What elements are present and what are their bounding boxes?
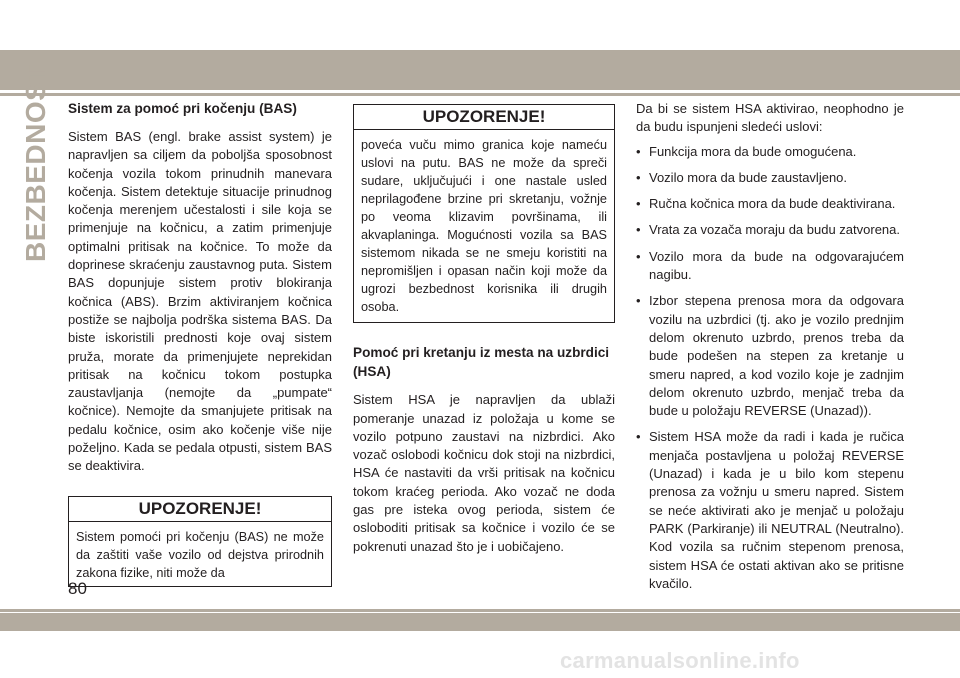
warning-text: poveća vuču mimo granica koje nameću uslovi na putu. BAS ne može da spreči sudare, uključujući i one nastale usled neprilagođene brzine pri skretanju, vožnje po veoma klizavim površinama, ili akvaplaninga. Mogućnosti vozila sa BAS sistemom nikada se ne smeju koristiti na nepromišljen i opasan način koji može da ugrozi bezbednost korisnika ili drugih osoba.	[361, 138, 607, 315]
column-left	[68, 99, 332, 587]
bas-paragraph: Sistem BAS (engl. brake assist system) je napravljen sa ciljem da poboljša sposobnost kočenja vozila tokom prinudnih manevara kočenja. Sistem detektuje situacije prinudnog kočenja merenjem učestalosti i sile koja se primenjuje na kočnicu, a zatim primenjuje optimalni pritisak na kočnice. To može da doprinese skraćenju zaustavnog puta. Sistem BAS dopunjuje sistem protiv blokiranja kočnica (ABS). Brzim aktiviranjem kočnica postiže se najbolja podrška sistema BAS. Da biste iskoristili prednosti koje ovaj sistem pruža, morate da primenjujete neprekidan pritisak na kočnicu tokom postupka zaustavljanja (nemojte da „pumpate“ kočnice). Nemojte da smanjujete pritisak na pedalu kočnice, osim ako kočenje više nije poželjno. Kada se pedala otpusti, sistem BAS se deaktivira.	[68, 129, 332, 474]
page-number: 80	[68, 579, 87, 598]
hsa-paragraph: Sistem HSA je napravljen da ublaži pomeranje unazad iz položaja u kome se vozilo potpuno zaustavi na nizbrdici. Ako vozač oslobodi kočnicu dok stoji na nizbrdici, HSA će nastaviti da vrši pritisak na kočnicu tokom kraćeg perioda. Ako vozač ne doda gas pre isteka ovog perioda, sistem će osloboditi pritisak sa kočnice i vozilo će se pokrenuti unazad što je i uobičajeno.	[353, 392, 615, 554]
list-item: • Vrata za vozača moraju da budu zatvorena.	[636, 221, 904, 239]
watermark: carmanualsonline.info	[560, 648, 800, 673]
warning-title: UPOZORENJE!	[69, 497, 331, 522]
bas-heading: Sistem za pomoć pri kočenju (BAS)	[68, 101, 297, 116]
column-right	[636, 100, 904, 601]
list-item: • Funkcija mora da bude omogućena.	[636, 143, 904, 161]
header-rule	[0, 93, 960, 96]
warning-box-continued	[353, 104, 615, 323]
hsa-heading: Pomoć pri kretanju iz mesta na uzbrdici (HSA)	[353, 345, 610, 380]
warning-title: UPOZORENJE!	[354, 105, 614, 130]
top-band	[0, 0, 960, 50]
list-item: • Vozilo mora da bude na odgovarajućem nagibu.	[636, 248, 904, 285]
list-item: • Sistem HSA može da radi i kada je ručica menjača postavljena u položaj REVERSE (Unazad) i kada je u bilo kom stepenu prenosa za vožnju u smeru napred. Sistem se neće aktivirati ako je menjač u položaju PARK (Parkiranje) ili NEUTRAL (Neutralno). Kod vozila sa ručnim stepenom prenosa, sistem HSA će ostati aktivan ako se pritisne kvačilo.	[636, 428, 904, 593]
hsa-conditions-intro: Da bi se sistem HSA aktivirao, neophodno je da budu ispunjeni sledeći uslovi:	[636, 101, 904, 135]
warning-text: Sistem pomoći pri kočenju (BAS) ne može da zaštiti vaše vozilo od dejstva prirodnih zakona fizike, niti može da	[76, 529, 324, 580]
column-middle	[353, 104, 615, 556]
list-item: • Izbor stepena prenosa mora da odgovara vozilu na uzbrdici (tj. ako je vozilo prednjim delom okrenuto uzbrdo, prenos treba da bude podešen na stepen za kretanje u smeru napred, a kod vozilo koje je zadnjim delom okrenuto uzbrdo, menjač treba da bude u položaju REVERSE (Unazad)).	[636, 292, 904, 420]
footer-rule	[0, 609, 960, 612]
list-item: • Ručna kočnica mora da bude deaktivirana.	[636, 195, 904, 213]
list-item: • Vozilo mora da bude zaustavljeno.	[636, 169, 904, 187]
section-label: BEZBEDNOST	[20, 64, 51, 262]
header-bar	[0, 50, 960, 90]
section-tab	[20, 64, 56, 272]
footer-bar	[0, 613, 960, 631]
hsa-conditions-list	[636, 143, 904, 594]
warning-box-bas	[68, 496, 332, 587]
